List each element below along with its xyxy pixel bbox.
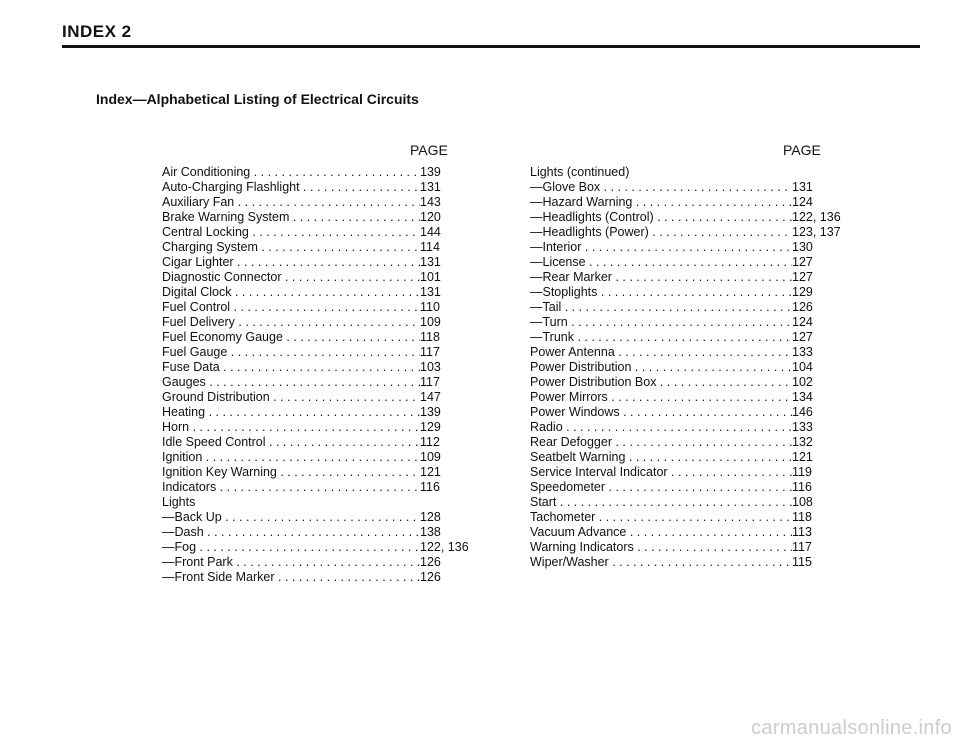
index-entry-page: 112 [420, 435, 440, 449]
index-entry [162, 360, 492, 375]
index-entry-page: 130 [792, 240, 813, 254]
index-entry-page: 126 [792, 300, 813, 314]
index-entry-label: Lights (continued) [530, 165, 630, 179]
index-entry-page: 118 [420, 330, 440, 344]
index-entry [530, 510, 870, 525]
index-entry-page: 103 [420, 360, 441, 374]
index-entry-page: 101 [420, 270, 441, 284]
index-entry-label: Heating . . . [162, 405, 420, 420]
index-entry [530, 210, 870, 225]
index-entry-page: 139 [420, 405, 441, 419]
index-entry-label: Central Locking . . . [162, 225, 420, 240]
watermark: carmanualsonline.info [751, 717, 952, 739]
index-entry-label: Diagnostic Connector . . . [162, 270, 420, 285]
index-entry [162, 480, 492, 495]
index-entry-page: 124 [792, 315, 813, 329]
index-entry-page: 129 [792, 285, 813, 299]
index-entry-page: 138 [420, 525, 441, 539]
index-entry-page: 143 [420, 195, 441, 209]
index-entry-page: 122, 136 [420, 540, 469, 554]
index-entry-label: —Dash . . . [162, 525, 420, 540]
index-entry-label: —Hazard Warning . . . [530, 195, 792, 210]
index-entry [530, 360, 870, 375]
index-entry-label: Speedometer . . . [530, 480, 792, 495]
index-entry [162, 420, 492, 435]
index-entry-page: 117 [792, 540, 812, 554]
index-entry-page: 116 [420, 480, 440, 494]
index-entry-page: 123, 137 [792, 225, 841, 239]
index-entry-label: Auxiliary Fan . . . [162, 195, 420, 210]
index-entry-page: 122, 136 [792, 210, 841, 224]
index-entry-page: 118 [792, 510, 812, 524]
index-entry [530, 525, 870, 540]
index-entry-page: 132 [792, 435, 813, 449]
index-entry [162, 435, 492, 450]
index-entry [162, 555, 492, 570]
index-entry [530, 495, 870, 510]
index-entry-list [162, 165, 492, 585]
index-entry-label: —Glove Box . . . [530, 180, 792, 195]
index-entry-page: 127 [792, 330, 813, 344]
index-entry-label: Rear Defogger . . . [530, 435, 792, 450]
index-entry-page: 109 [420, 315, 441, 329]
index-entry-page: 126 [420, 570, 441, 584]
index-entry-label: Power Antenna . . . [530, 345, 792, 360]
index-entry-label: —Headlights (Control) . . . [530, 210, 792, 225]
index-entry-label: Fuel Economy Gauge . . . [162, 330, 420, 345]
index-entry-label: Indicators . . . [162, 480, 420, 495]
index-entry [530, 165, 870, 180]
index-entry-label: Charging System . . . [162, 240, 420, 255]
index-entry-label: Radio . . . [530, 420, 792, 435]
index-entry [530, 375, 870, 390]
index-entry [162, 180, 492, 195]
index-entry-label: —Headlights (Power) . . . [530, 225, 792, 240]
index-entry-label: —Stoplights . . . [530, 285, 792, 300]
index-entry-page: 144 [420, 225, 441, 239]
index-entry [530, 480, 870, 495]
index-entry [162, 450, 492, 465]
index-entry-page: 120 [420, 210, 441, 224]
index-entry [162, 270, 492, 285]
index-entry [162, 165, 492, 180]
index-entry [530, 300, 870, 315]
index-entry [530, 405, 870, 420]
index-entry-label: —Trunk . . . [530, 330, 792, 345]
index-entry-label: Power Distribution . . . [530, 360, 792, 375]
index-entry-page: 127 [792, 255, 813, 269]
index-entry-label: Auto-Charging Flashlight . . . [162, 180, 420, 195]
index-entry-label: Brake Warning System . . . [162, 210, 420, 225]
index-entry [162, 540, 492, 555]
index-entry-label: Warning Indicators . . . [530, 540, 792, 555]
index-entry-label: —Rear Marker . . . [530, 270, 792, 285]
index-entry-label: —Tail . . . [530, 300, 792, 315]
index-entry [162, 195, 492, 210]
index-entry-label: Cigar Lighter . . . [162, 255, 420, 270]
index-entry-label: Wiper/Washer . . . [530, 555, 792, 570]
index-entry [530, 345, 870, 360]
index-entry-page: 108 [792, 495, 813, 509]
index-entry-label: Ground Distribution . . . [162, 390, 420, 405]
page-column-heading: PAGE [783, 142, 821, 158]
index-entry-page: 126 [420, 555, 441, 569]
index-entry [530, 315, 870, 330]
index-entry-label: Horn . . . [162, 420, 420, 435]
index-entry-page: 129 [420, 420, 441, 434]
index-entry-label: Seatbelt Warning . . . [530, 450, 792, 465]
index-entry-label: Ignition . . . [162, 450, 420, 465]
index-entry-label: Power Windows . . . [530, 405, 792, 420]
index-entry-page: 134 [792, 390, 813, 404]
index-entry [162, 570, 492, 585]
index-entry-label: Start . . . [530, 495, 792, 510]
index-entry-label: Tachometer . . . [530, 510, 792, 525]
index-entry [530, 285, 870, 300]
index-entry-label: Power Mirrors . . . [530, 390, 792, 405]
index-entry-label: Digital Clock . . . [162, 285, 420, 300]
index-entry [530, 420, 870, 435]
index-entry [162, 330, 492, 345]
index-entry-label: Fuse Data . . . [162, 360, 420, 375]
index-entry-page: 104 [792, 360, 813, 374]
index-entry [530, 225, 870, 240]
index-entry [162, 465, 492, 480]
index-entry-label: —Turn . . . [530, 315, 792, 330]
index-entry-label: Fuel Delivery . . . [162, 315, 420, 330]
index-entry-page: 116 [792, 480, 812, 494]
index-entry-page: 114 [420, 240, 440, 254]
index-entry-page: 121 [792, 450, 813, 464]
index-entry [530, 180, 870, 195]
index-entry [162, 240, 492, 255]
index-column-left [162, 143, 492, 585]
index-entry [162, 405, 492, 420]
index-entry [162, 300, 492, 315]
index-entry-label: Fuel Control . . . [162, 300, 420, 315]
index-entry-page: 102 [792, 375, 813, 389]
index-entry-label: —Back Up . . . [162, 510, 420, 525]
index-entry-page: 131 [792, 180, 813, 194]
index-entry-page: 139 [420, 165, 441, 179]
index-entry-page: 124 [792, 195, 813, 209]
index-entry [530, 450, 870, 465]
index-entry [162, 315, 492, 330]
index-entry [530, 330, 870, 345]
index-entry-label: Idle Speed Control . . . [162, 435, 420, 450]
index-entry-page: 127 [792, 270, 813, 284]
index-entry-page: 110 [420, 300, 440, 314]
index-entry-page: 146 [792, 405, 813, 419]
index-entry-label: —Fog . . . [162, 540, 420, 555]
index-entry-page: 147 [420, 390, 441, 404]
index-entry-label: Power Distribution Box . . . [530, 375, 792, 390]
index-entry [530, 240, 870, 255]
index-entry [162, 375, 492, 390]
index-entry [530, 390, 870, 405]
index-entry [162, 210, 492, 225]
index-entry-label: —Interior . . . [530, 240, 792, 255]
index-entry-page: 131 [420, 255, 441, 269]
page-column-heading: PAGE [410, 142, 448, 158]
index-entry-page: 128 [420, 510, 441, 524]
index-entry-label: Air Conditioning . . . [162, 165, 420, 180]
index-entry [530, 540, 870, 555]
index-entry-page: 113 [792, 525, 812, 539]
index-entry [162, 255, 492, 270]
index-entry [530, 270, 870, 285]
index-entry [162, 495, 492, 510]
index-entry [162, 225, 492, 240]
index-entry [162, 390, 492, 405]
header-divider [62, 45, 920, 48]
index-entry-page: 109 [420, 450, 441, 464]
index-entry-label: Vacuum Advance . . . [530, 525, 792, 540]
index-entry-label: —Front Side Marker . . . [162, 570, 420, 585]
index-entry-page: 131 [420, 180, 441, 194]
index-entry-page: 133 [792, 420, 813, 434]
index-entry-label: —Front Park . . . [162, 555, 420, 570]
index-entry-page: 117 [420, 345, 440, 359]
index-entry [162, 285, 492, 300]
index-entry-page: 117 [420, 375, 440, 389]
index-entry [530, 195, 870, 210]
index-entry [162, 510, 492, 525]
index-entry [530, 465, 870, 480]
index-entry-page: 133 [792, 345, 813, 359]
index-entry-label: Ignition Key Warning . . . [162, 465, 420, 480]
index-entry-list [530, 165, 870, 570]
index-entry [162, 525, 492, 540]
index-entry-label: Lights [162, 495, 196, 509]
index-entry-page: 121 [420, 465, 441, 479]
page-header-title: INDEX 2 [62, 22, 132, 41]
index-entry [162, 345, 492, 360]
index-column-right [530, 143, 870, 570]
index-entry-page: 115 [792, 555, 812, 569]
index-entry [530, 435, 870, 450]
index-entry-label: Service Interval Indicator . . . [530, 465, 792, 480]
index-entry [530, 255, 870, 270]
index-entry-label: Gauges . . . [162, 375, 420, 390]
index-subtitle: Index—Alphabetical Listing of Electrical Circuits [96, 91, 419, 107]
index-entry-page: 119 [792, 465, 812, 479]
index-entry-label: Fuel Gauge . . . [162, 345, 420, 360]
index-entry [530, 555, 870, 570]
index-entry-label: —License . . . [530, 255, 792, 270]
index-entry-page: 131 [420, 285, 441, 299]
